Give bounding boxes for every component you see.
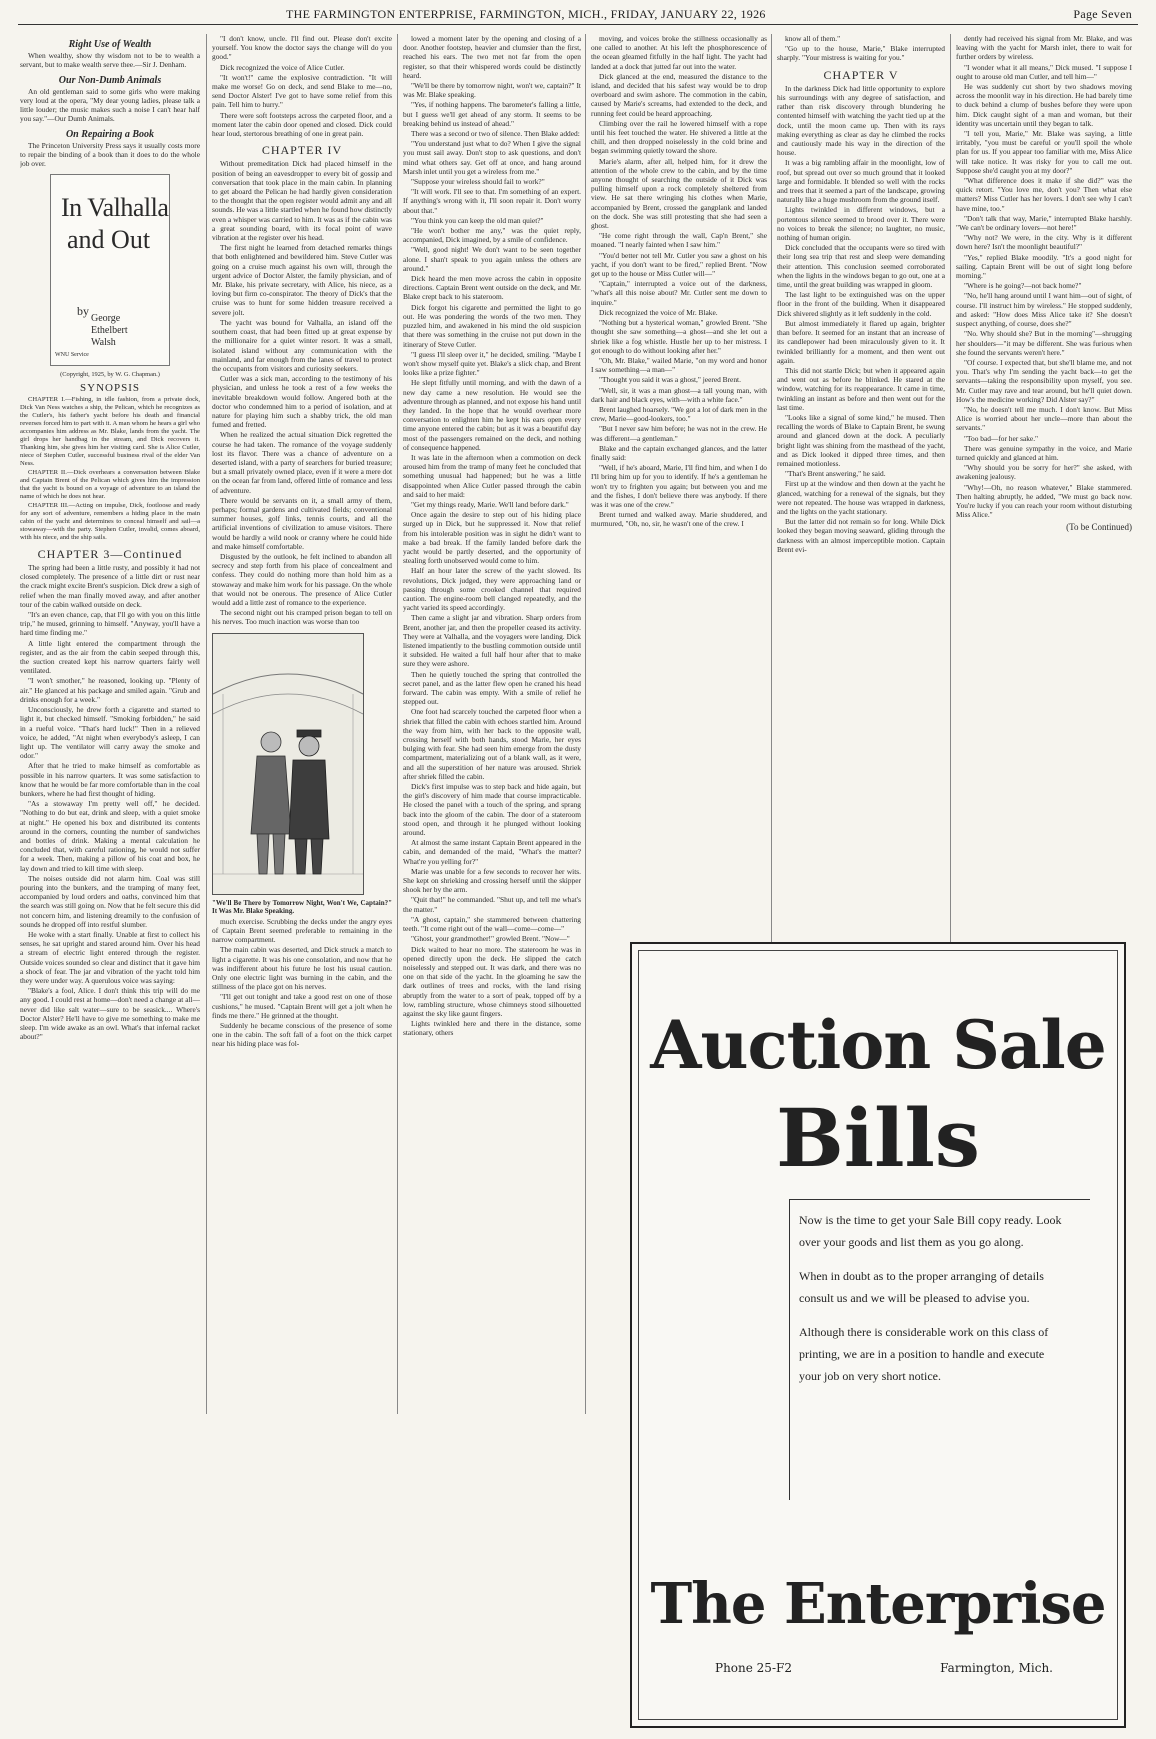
paragraph: Brent turned and walked away. Marie shuddered, and murmured, "Oh, no, sir, he wasn't one of the crew. I [591,510,767,529]
synopsis-paragraph: CHAPTER I.—Fishing, in idle fashion, from a private dock, Dick Van Ness watches a ship, the Pelican, which he recognizes as the Cutler's, his father's yacht before his death and financial reverses forced him to part with it. A man whom he hears a girl who accompanies him address as Mr. Blake, lands from the yacht. The girl drops her handbag in the stream, and Dick recovers it. Thanking him, she gives him her visiting card. She is Alice Cutler, niece of Stephen Cutler, successful business rival of the elder Van Ness. [20,395,200,467]
paragraph: Dick recognized the voice of Mr. Blake. [599,307,718,317]
paragraph: Dick waited to hear no more. The stateroom he was in opened directly upon the deck. He slipped the catch noiselessly and stepped out. It was dark, and there was no one on that side of the yacht. In the gloaming he saw the dark outlines of trees and rocks, with the land rising abruptly from the water to a sort of peak, topped off by a low, rambling structure, whose chimneys stood silhouetted against the sky like gaunt fingers. [403,944,581,1018]
paragraph: But the latter did not remain so for long. While Dick looked they began moving seaward, gliding through the darkness with an almost imperceptible motion. Captain Brent evi- [777,517,945,554]
paragraph: "Ghost, your grandmother!" growled Brent. "Now—" [411,934,570,944]
paragraph: much exercise. Scrubbing the decks under the angry eyes of Captain Brent seemed preferable to remaining in the narrow compartment. [212,916,392,945]
paragraph: "Well, sir, it was a man ghost—a tall young man, with dark hair and black eyes, with—with a white face." [591,385,767,404]
paragraph: "Well, if he's aboard, Marie, I'll find him, and when I do I'll bring him up for you to identify. If he's a gentleman he won't try to frighten you again; but between you and me and the fishes, I don't believe there was anybody. If there was it was one of the crew." [591,463,767,509]
paragraph: "I don't know, uncle. I'll find out. Please don't excite yourself. You know the doctor says the change will do you good." [212,34,392,62]
column-rule [206,34,207,1414]
column-rule [397,34,398,1414]
paragraph: At almost the same instant Captain Brent appeared in the cabin, and demanded of the maid, "What's the matter? What're you yelling for?" [403,838,581,866]
paragraph: Lights twinkled in different windows, but a portentous silence seemed to brood over it. There were no voices to break the silence; no laughter, no music, nothing of human origin. [777,205,945,243]
auction-sale-bills-ad [630,942,1126,1728]
paragraph: "I guess I'll sleep over it," he decided, smiling. "Maybe I won't show myself quite yet. Blake's a slick chap, and Brent looks like a prize fighter." [403,349,581,378]
paragraph: "What difference does it make if she did?" was the quick retort. "You love me, don't you? Then what else matters? Miss Cutler has her lovers. I don't see why I can't have mine, too." [956,176,1132,213]
paragraph: Lights twinkled here and there in the distance, some stationary, others [403,1019,581,1038]
paragraph: Dick forgot his cigarette and permitted the light to go out. He was pondering the words of the two men. They puzzled him, and awakened in his mind the old suspicion that there was something in the cruise not put down in the itinerary of Steve Cutler. [403,302,581,349]
paragraph: "Don't talk that way, Marie," interrupted Blake harshly. "We can't be ordinary lovers—not here!" [956,213,1132,233]
paragraph: Marie was unable for a few seconds to recover her wits. She kept on shrieking and crossing herself until the skipper shook her by the arm. [403,866,581,895]
paragraph: "No. Why should she? But in the morning"—shrugging her shoulders—"it may be different. She was furious when she found the servants weren't here." [956,329,1132,357]
paragraph: "Yes, if nothing happens. The barometer's falling a little, but I guess we'll get ahead of any storm. It seems to be breaking behind us instead of ahead." [403,100,581,128]
paragraph: Dick glanced at the end, measured the distance to the island, and decided that his safest way would be to drop overboard and swim ashore. The commotion in the cabin, caused by Marie's screams, had extended to the deck, and running feet could be heard approaching. [591,71,767,118]
paragraph: Then came a slight jar and vibration. Sharp orders from Brent, another jar, and then the propeller ceased its activity. They were at Valhalla, and the voyagers were landing. Dick listened impatiently to the bustling commotion outside until it subsided. He waited a full half hour after that to make sure they were ashore. [403,613,581,669]
story-author [91,313,128,349]
author-last-name: Walsh [91,337,116,349]
filler-item [20,130,200,169]
filler-heading: On Repairing a Book [65,128,155,140]
chapter-heading: CHAPTER 3—Continued [37,546,183,561]
paragraph: "That's Brent answering," he said. [785,469,886,479]
paragraph: "I wonder what it all means," Dick mused. "I suppose I ought to arouse old man Cutler, and tell him—" [956,62,1132,81]
paragraph: Disgusted by the outlook, he felt inclined to abandon all secrecy and step forth from his place of concealment and confess. They could do nothing more than hold him as a stowaway and make him work for his passage. On the whole that would not be onerous. The presence of Alice Cutler would add a little zest of romance to the experience. [212,551,392,607]
paragraph: The first night he learned from detached remarks things that both enlightened and bewildered him. Steve Cutler was going on a cruise much against his own will, through the urgent advice of Doctor Alster, the family physician, and of Mr. Blake, his private secretary, with Alice, his niece, as a loving but firm co-conspirator. The theory of Dick's that the cruise was to hunt for some hidden treasure received a severe jolt. [212,243,392,317]
ad-location: Farmington, Mich. [940,1661,1053,1675]
paragraph: "I tell you, Marie," Mr. Blake was saying, a little irritably, "you must be careful or you'll spoil the whole plan for us. If you appear too familiar with me, Miss Alice will take notice. It was risky for you to call me out. Suppose she'd caught you at my door?" [956,129,1132,175]
column-1 [20,34,200,1724]
ad-paragraph: Now is the time to get your Sale Bill copy ready. Look over your goods and list them as you go along. [799,1213,1062,1249]
author-first-name: George [91,313,121,325]
paragraph: "It's an even chance, cap, that I'll go with you on this little trip," he mused, grinning to himself. "Anyway, you'll have a hard time finding me." [20,610,200,638]
illustration-drawing [213,634,363,894]
paragraph: "You think you can keep the old man quiet?" [411,215,544,225]
column-5 [777,34,945,934]
column-4 [591,34,767,934]
column-rule [585,34,586,1414]
paragraph: The main cabin was deserted, and Dick struck a match to light a cigarette. It was his one consolation, and now that he was indifferent about his future he lost his usual caution. Only one electric light was burning in the cabin, and the stillness of the place got on his nerves. [212,945,392,992]
paragraph: There was genuine sympathy in the voice, and Marie turned quickly and glanced at him. [956,443,1132,462]
synopsis-paragraph: CHAPTER II.—Dick overhears a conversation between Blake and Captain Brent of the Pelican which gives him the impression that the yacht is bound on a voyage of adventure to an island the name of which he does not hear. [20,468,200,500]
ad-paragraph: Although there is considerable work on this class of printing, we are in a position to handle and execute your job on very short notice. [799,1325,1049,1383]
paragraph: "I won't smother," he reasoned, looking up. "Plenty of air." He glanced at his package and smiled again. "Grub and drinks enough for a week." [20,676,200,704]
filler-text: An old gentleman said to some girls who were making very loud at the opera, "My dear young ladies, please talk a little louder; the music makes such a noise I can't hear half you say."—Our Dumb Animals. [20,86,200,124]
paragraph: "He won't bother me any," was the quiet reply, accompanied, Dick imagined, by a smile of confidence. [403,226,581,245]
story-text [20,563,200,1041]
paragraph: "Go up to the house, Marie," Blake interrupted sharply. "Your mistress is waiting for you." [777,44,945,63]
ad-headline-1: Auction Sale [650,1006,1106,1084]
paragraph: Blake and the captain exchanged glances, and the latter finally said: [591,443,767,462]
paragraph: Cutler was a sick man, according to the testimony of his physician, and unless he took a rest of a few weeks the inevitable breakdown would follow. Angered both at the doctor who condemned him to a period of isolation, and at nature for playing him such a shabby trick, the old man fumed and fretted. [212,374,392,430]
paragraph: The last light to be extinguished was on the upper floor in the front of the building. When it disappeared Dick shivered slightly as it left suddenly in the cold. [777,290,945,318]
story-title-line-2: and Out [67,225,151,255]
paragraph: There were soft footsteps across the carpeted floor, and a moment later the cabin door opened and closed. Dick could hear loud, stertorous breathing of one in great pain. [212,110,392,139]
filler-item [20,76,200,124]
paragraph: "Captain," interrupted a voice out of the darkness, "what's all this noise about? Mr. Cutler sent me down to inquire." [591,279,767,307]
paragraph: "He come right through the wall, Cap'n Brent," she moaned. "I nearly fainted when I saw him." [591,231,767,250]
paragraph: "Where is he going?—not back home?" [964,281,1082,291]
column-3 [403,34,581,1724]
paragraph: The second night out his cramped prison began to tell on his nerves. Too much inaction was worse than too [212,608,392,627]
paragraph: moving, and voices broke the stillness occasionally as one called to another. At his left the phosphorescence of the ocean gleamed fitfully in the half light. The yacht had landed at a dock that jutted far out into the water. [591,34,767,71]
paragraph: Once again the desire to step out of his hiding place surged up in Dick, but he suppressed it. Now that relief from his intolerable position was in sight he didn't want to make a bad break. If the family landed before dark the yacht would be partly deserted, and the opportunity of stealing forth unobserved would come to him. [403,510,581,566]
paragraph: Dick heard the men move across the cabin in opposite directions. Captain Brent went outside on the deck, and Mr. Blake crept back to his stateroom. [403,274,581,302]
paragraph: "A ghost, captain," she stammered between chattering teeth. "It come right out of the wall—come—come—" [403,914,581,934]
ad-phone: Phone 25-F2 [715,1661,792,1675]
filler-item [20,40,200,70]
filler-text: The Princeton University Press says it usually costs more to repair the binding of a book than it does to do the whole job over. [20,140,200,169]
chapter-heading: CHAPTER IV [261,143,343,158]
paragraph: "Get my things ready, Marie. We'll land before dark." [411,499,569,509]
paragraph: Unconsciously, he drew forth a cigarette and started to light it, but checked himself. "Smoking forbidden," he said in a rueful voice. "That's hard luck!" Then in a relieved voice, he added, "At night when everybody's asleep, I can light up. The ventilator will carry away the smoke and odor." [20,705,200,761]
paragraph: lowed a moment later by the opening and closing of a door. Another footstep, heavier and clumsier than the first, reached his ears. The two met not far from the open register, so that their whispered words could be distinctly heard. [403,34,581,80]
paragraph: "Looks like a signal of some kind," he mused. Then recalling the words of Blake to Captain Brent, he swung around and glanced down at the dock. A peculiarly bright light was shining from the masthead of the yacht, and as Dick looked it dipped three times, and then remained motionless. [777,412,945,468]
wire-service: WNU Service [55,352,89,359]
paragraph: But almost immediately it flared up again, brighter than before. It seemed for an instant that an increase of its candlepower had been miraculously given to it. It twinkled brilliantly for a moment, and then went out again. [777,318,945,365]
paragraph: This did not startle Dick; but when it appeared again and went out as before he blinked. He stared at the window, watching for its reappearance. It came in time, twinkling an instant as before and then went out for the last time. [777,365,945,412]
paragraph: "But I never saw him before; he was not in the crew. He was different—a gentleman." [591,424,767,443]
author-middle-name: Ethelbert [91,325,128,337]
paragraph: know all of them." [785,34,841,43]
paragraph: In the darkness Dick had little opportunity to explore his surroundings with any degree of satisfaction, and rather than risk discovery through blundering he contented himself with watching the yacht tied up at the dock, until the moon came up. Then with its rays making everything as clear as day he climbed the rocks and cautiously made his way in the direction of the house. [777,83,945,158]
paragraph: "It won't!" came the explosive contradiction. "It will make me worse! Go on deck, and send Blake to me—no, send Doctor Alster! I've got to have some relief from this pain. Tell him to hurry." [212,72,392,110]
masthead [18,6,1138,25]
paragraph: Then he quietly touched the spring that controlled the secret panel, and as the latter flew open he craned his head forward. The cabin was empty. With a smile of relief he stepped out. [403,669,581,707]
illustration-caption: "We'll Be There by Tomorrow Night, Won't We, Captain?" It Was Mr. Blake Speaking. [212,898,392,916]
paragraph: "We'll be there by tomorrow night, won't we, captain?" It was Mr. Blake speaking. [403,81,581,100]
paragraph: Dick's first impulse was to step back and hide again, but the girl's discovery of him made that course impracticable. He closed the panel with a touch of the spring, and sprang back into the gloom of the cabin. The door of a stateroom stood open, and through it he plunged without looking around. [403,782,581,838]
paragraph: "You'd better not tell Mr. Cutler you saw a ghost on his yacht, if you don't want to be fired," replied Brent. "Now get up to the house or Miss Cutler will—" [591,250,767,279]
paragraph: The yacht was bound for Valhalla, an island off the southern coast, that had been fitted up at great expense by the millionaire for a quiet winter resort. It was a small, isolated island without any communication with the mainland, and far enough from the lanes of travel to protect the occupants from visitors and curiosity seekers. [212,317,392,373]
paragraph: "Blake's a fool, Alice. I don't think this trip will do me any good. I could rest at home—don't need a change at all—never did like salt water—sure to be seasick.... Where's Doctor Alster? He'll have to give me something to make me sleep. I'm wide awake as an owl. What's that infernal racket about?" [20,986,200,1042]
paragraph: Half an hour later the screw of the yacht slowed. Its revolutions, Dick judged, they were approaching land or passing through some crooked channel that required caution. The engine-room bell clanged repeatedly, and the yacht varied its speed accordingly. [403,566,581,613]
paragraph: "Too bad—for her sake." [964,433,1039,443]
paragraph: Suddenly he became conscious of the presence of some one in the cabin. The soft fall of a foot on the thick carpet near his hiding place was fol- [212,1021,392,1049]
ad-inner-border [638,950,1118,1720]
paragraph: "Suppose your wireless should fail to work?" [411,177,545,187]
paragraph: Brent laughed hoarsely. "We got a lot of dark men in the crew, Marie—good-lookers, too." [591,404,767,424]
story-byline: by [77,304,89,319]
masthead-title: THE FARMINGTON ENTERPRISE, FARMINGTON, MICH., FRIDAY, JANUARY 22, 1926 [286,7,766,21]
paragraph: "It will work. I'll see to that. I'm something of an expert. If anything's wrong with it, I'll soon repair it. Don't worry about that." [403,187,581,215]
paragraph: Climbing over the rail he lowered himself with a rope until his feet touched the water. He shivered a little at the chill, and then dropped noiselessly in the cold brine and began swimming quietly toward the shore. [591,118,767,156]
paragraph: Marie's alarm, after all, helped him, for it drew the attention of the whole crew to the cabin, and by the time anyone thought of searching the outside of it Dick was pulling himself upon a rock completely sheltered from view. He sat there wringing his clothes when Marie, accompanied by Brent, crossed the gangplank and landed on the dock. She was still protesting that she had seen a ghost. [591,156,767,231]
paragraph: One foot had scarcely touched the carpeted floor when a shriek that filled the cabin with echoes startled him. Around the way from him, with her back to the opposite wall, crossing herself with both hands, stood Marie, her eyes bulging with fear. She had seen him emerge from the dusty compartment, materializing out of a blank wall, as it were, and all the superstition of her nature was aroused. Shriek after shriek filled the cabin. [403,707,581,781]
ad-paragraph: When in doubt as to the proper arranging of details consult us and we will be pleased to advise you. [799,1269,1044,1305]
paragraph: He slept fitfully until morning, and with the dawn of a new day came a new resolution. He would see the adventure through as planned, and not expose his hand until they landed. In the hope that he would overhear more conversation to enlighten him he kept his ears open every time anyone entered the cabin; but as it was a beautiful day most of the passengers remained on the deck, and nothing of consequence happened. [403,378,581,452]
paragraph: dently had received his signal from Mr. Blake, and was leaving with the yacht for Marsh inlet, there to wait for further orders by wireless. [956,34,1132,62]
paragraph: "Quit that!" he commanded. "Shut up, and tell me what's the matter." [403,895,581,914]
paragraph: He woke with a start finally. Unable at first to collect his senses, he sat upright and stared around him. Over his head a stream of electric light entered through the register. Outside voices sounded so clear and distinct that it gave him a shock of fear. The jar and vibration of the yacht told him they were under way. A querulous voice was saying: [20,929,200,985]
paragraph: Without premeditation Dick had placed himself in the position of being an eavesdropper to every bit of gossip and conversation that took place in the main cabin. In planning to get aboard the Pelican he had hardly given consideration to the thought that the open register would admit any and all sounds. He was a little startled when he found how distinctly even a whisper was carried to him. It was as if the cabin was a great sounding board, with its focal point of wave vibration at the register over his head. [212,159,392,243]
paragraph: "Oh, Mr. Blake," wailed Marie, "on my word and honor I saw something—a man—" [591,355,767,375]
column-2 [212,34,392,1724]
paragraph: "You understand just what to do? When I give the signal you must sail away. Don't stop to ask questions, and don't mind what others say. Get off at once, and hang around Marsh inlet until you get a wireless from me." [403,139,581,176]
filler-text: When wealthy, show thy wisdom not to be to wealth a servant, but to make wealth serve thee.—Sir J. Denham. [20,51,200,70]
paragraph: "Why not? We were, in the city. Why is it different down here? Isn't the moonlight beautiful?" [956,233,1132,252]
paragraph: A little light entered the compartment through the register, and as the air from the cabin seeped through this, the suction created kept his narrow quarters fairly well ventilated. [20,638,200,676]
story-title-line-1: In Valhalla [61,193,169,223]
paragraph: When he realized the actual situation Dick regretted the course he had taken. The romance of the voyage suddenly lost its flavor. There was a chance of adventure on a deserted island, with a party of searchers for buried treasure; but a small privately owned place, even if it were a mere dot on the ocean far from land, offered little of romance and less of adventure. [212,430,392,495]
paragraph: After that he tried to make himself as comfortable as possible in his narrow quarters. It was some satisfaction to know that he would be far more comfortable than in the coal bunkers, where he had first thought of hiding. [20,761,200,798]
paragraph: "I'll get out tonight and take a good rest on one of those cushions," he mused. "Captain Brent will get a jolt when he finds me there." He grinned at the thought. [212,992,392,1020]
paragraph: He was suddenly cut short by two shadows moving across the moonlit way in his direction. He had barely time to duck behind a clump of bushes before they were upon him. Dick caught sight of a man and woman, but their identity was uncertain until they began to talk. [956,82,1132,128]
paragraph: Dick concluded that the occupants were so tired with their long sea trip that rest and sleep were demanding their attention. This conclusion seemed corroborated when the lights in the windows began to go out, one at a time, until the great building was wrapped in gloom. [777,243,945,290]
paragraph: First up at the window and then down at the yacht he glanced, watching for a renewal of the signals, but they were not repeated. The house was wrapped in darkness, and the lights on the yacht stationary. [777,479,945,516]
chapter-heading: CHAPTER V [823,67,899,82]
paragraph: "Nothing but a hysterical woman," growled Brent. "She thought she saw something—a ghost—and she let out a shriek like a fog whistle. Hustle her up to her mistress. I got enough to do without looking after her." [591,318,767,355]
ad-brand: The Enterprise [650,1571,1106,1637]
paragraph: The spring had been a little rusty, and possibly it had not closed completely. The presence of a little dirt or rust near the crack might excite Brent's suspicion. Dick drew a sigh of relief when the man finally moved away, and after another tour of the cabin walked outside on deck. [20,563,200,609]
synopsis-heading: SYNOPSIS [80,381,140,394]
story-title-box [50,174,170,366]
paragraph: "No, he doesn't tell me much. I don't know. But Miss Alice is worried about her uncle—more than about the servants." [956,404,1132,433]
paragraph: There would be servants on it, a small army of them, perhaps; formal gardens and cultivated fields; conventional summer houses, golf links, tennis courts, and all the artificial inventions of civilization to amuse visitors. There would be hardly a wild nook or cranny where he could hide and make himself comfortable. [212,495,392,551]
ad-body [799,1209,1069,1399]
filler-heading: Right Use of Wealth [68,39,152,50]
synopsis-paragraph: CHAPTER III.—Acting on impulse, Dick, footloose and ready for any sort of adventure, remembers a hiding place in the main cabin of the yacht and determines to conceal himself and sail—a stowaway—with the party. Stephen Cutler, invalid, comes aboard, with his niece, and the ship sails. [20,501,200,541]
paragraph: It was a big rambling affair in the moonlight, low of roof, but spread out over so much ground that it looked large and formidable. It blended so well with the rocks and trees that it seemed a part of the landscape, growing naturally like a huge mushroom from the ground itself. [777,158,945,205]
paragraph: "No, he'll hang around until I want him—out of sight, of course. I'll instruct him by wireless." He stopped suddenly, and asked: "How does Miss Alice take it? She doesn't suspect anything, of course, does she?" [956,291,1132,329]
to-be-continued: (To be Continued) [1066,522,1132,533]
page-number: Page Seven [1073,7,1132,21]
ad-headline-2: Bills [776,1091,980,1185]
synopsis [20,396,200,542]
paragraph: "Well, good night! We don't want to be seen together alone. I shan't speak to you again unless the others are around." [403,245,581,273]
paragraph: "Why!—Oh, no reason whatever," Blake stammered. Then halting abruptly, he added, "We must go back now. You're lucky if you can reach your room without disturbing Miss Alice." [956,482,1132,520]
paragraph: "Why should you be sorry for her?" she asked, with awakening jealousy. [956,463,1132,482]
paragraph: Dick recognized the voice of Alice Cutler. [220,62,345,72]
paragraph: There was a second or two of silence. Then Blake added: [411,129,580,139]
copyright-line: (Copyright, 1925, by W. G. Chapman.) [60,371,160,379]
paragraph: The noises outside did not alarm him. Coal was still pouring into the bunkers, and the tramping of many feet, accompanied by loud orders and oaths, convinced him that the search was still going on. Now that he felt secure this did not concern him, and listening dreamily to the confusion of sounds he dropped off into restful slumber. [20,873,200,929]
filler-heading: Our Non-Dumb Animals [58,74,162,86]
paragraph: "Thought you said it was a ghost," jeered Brent. [599,375,741,385]
paragraph: "As a stowaway I'm pretty well off," he decided. "Nothing to do but eat, drink and sleep, with a quiet smoke at night." He opened his box and distributed its contents around in the corners, counting the number of sandwiches and bottles of drink. Making a mental calculation he concluded that, with careful rationing, he would not suffer for a week. Then, making a pillow of his coat and box, he lay down and tried to kill time with sleep. [20,799,200,873]
paragraph: It was late in the afternoon when a commotion on deck aroused him from the tramp of many feet he concluded that something unusual had happened; but he was a little disappointed when Alice Cutler passed through the cabin and said to her maid: [403,452,581,499]
paragraph: "Of course. I expected that, but she'll blame me, and not you. That's why I'm sending the yacht back—to get the servants—taking the responsibility upon myself, you see. Mr. Cutler may rave and tear around, but he'll quiet down. How's the medicine working? Did Alster say?" [956,357,1132,404]
story-illustration [212,633,364,895]
column-6 [956,34,1132,934]
paragraph: "Yes," replied Blake moodily. "It's a good night for sailing. Captain Brent will be out of sight long before morning." [956,252,1132,281]
